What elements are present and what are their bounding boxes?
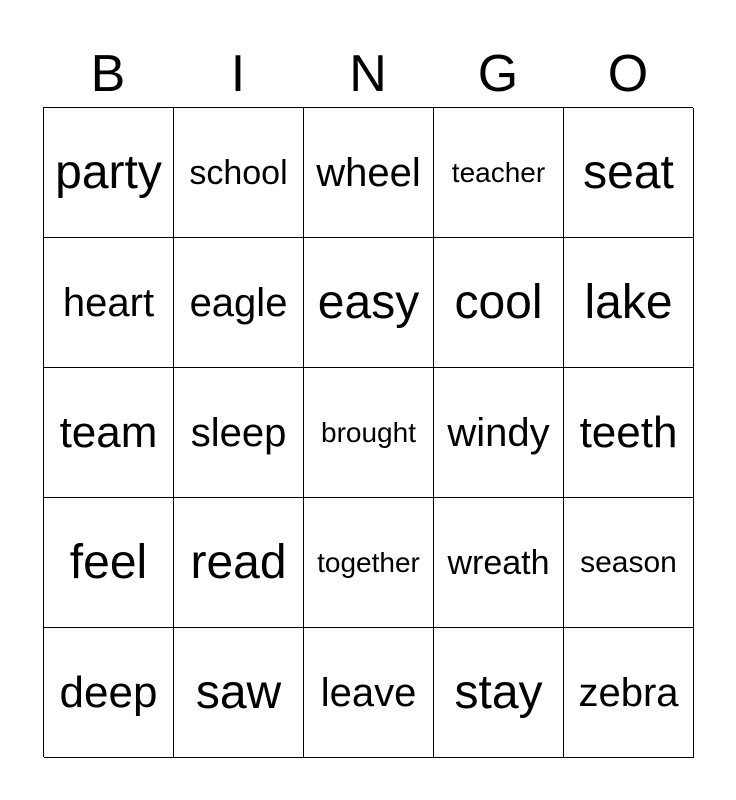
- cell-word: deep: [59, 667, 158, 717]
- bingo-cell[interactable]: [304, 628, 434, 758]
- cell-word: wreath: [447, 543, 550, 582]
- bingo-cell[interactable]: [564, 498, 694, 628]
- bingo-cell[interactable]: [44, 368, 174, 498]
- cell-word: teeth: [579, 407, 678, 457]
- header-letter-g: G: [477, 45, 519, 103]
- cell-word: seat: [583, 145, 674, 199]
- cell-word: brought: [321, 416, 416, 448]
- bingo-cell[interactable]: [304, 498, 434, 628]
- cell-word: heart: [62, 280, 155, 325]
- cell-word: sleep: [190, 410, 287, 455]
- bingo-cell[interactable]: [174, 368, 304, 498]
- cell-word: eagle: [189, 280, 288, 325]
- header-letter-i: I: [230, 45, 246, 103]
- cell-word: teacher: [451, 156, 546, 188]
- bingo-board: [43, 107, 693, 757]
- cell-word: season: [580, 545, 677, 579]
- bingo-cell[interactable]: [44, 108, 174, 238]
- bingo-cell[interactable]: [434, 368, 564, 498]
- bingo-cell[interactable]: [304, 368, 434, 498]
- cell-word: feel: [69, 535, 148, 589]
- bingo-cell[interactable]: [44, 238, 174, 368]
- cell-word: wheel: [316, 150, 421, 195]
- cell-word: cool: [454, 275, 543, 329]
- bingo-cell[interactable]: [304, 238, 434, 368]
- bingo-cell[interactable]: [434, 628, 564, 758]
- bingo-cell[interactable]: [564, 368, 694, 498]
- cell-word: stay: [454, 665, 543, 719]
- bingo-cell[interactable]: [174, 108, 304, 238]
- cell-word: easy: [317, 275, 420, 329]
- bingo-cell[interactable]: [564, 238, 694, 368]
- cell-word: school: [189, 153, 288, 192]
- bingo-cell[interactable]: [564, 108, 694, 238]
- bingo-cell[interactable]: [174, 628, 304, 758]
- bingo-cell[interactable]: [44, 498, 174, 628]
- bingo-cell[interactable]: [434, 238, 564, 368]
- bingo-cell[interactable]: [564, 628, 694, 758]
- cell-word: read: [190, 535, 287, 589]
- cell-word: zebra: [578, 670, 679, 715]
- bingo-cell[interactable]: [304, 108, 434, 238]
- cell-word: lake: [584, 275, 673, 329]
- bingo-cell[interactable]: [434, 108, 564, 238]
- header-letter-b: B: [90, 45, 126, 103]
- bingo-cell[interactable]: [434, 498, 564, 628]
- bingo-header: [43, 42, 693, 106]
- bingo-cell[interactable]: [174, 498, 304, 628]
- header-letter-n: N: [349, 45, 387, 103]
- cell-word: party: [55, 145, 162, 199]
- cell-word: team: [59, 407, 158, 457]
- cell-word: together: [317, 546, 420, 578]
- bingo-cell[interactable]: [44, 628, 174, 758]
- cell-word: leave: [320, 670, 417, 715]
- cell-word: saw: [195, 665, 282, 719]
- cell-word: windy: [447, 410, 550, 455]
- bingo-cell[interactable]: [174, 238, 304, 368]
- header-letter-o: O: [607, 45, 649, 103]
